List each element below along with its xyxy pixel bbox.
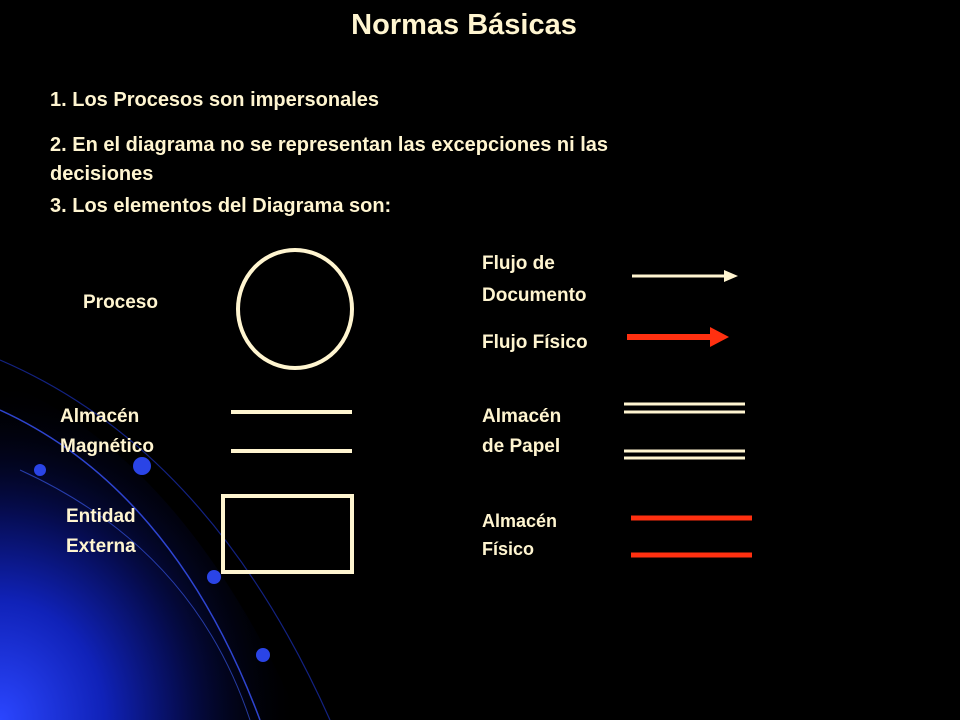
label-flujo-documento-1: Flujo de [482, 253, 555, 274]
label-almacen-papel-2: de Papel [482, 436, 561, 457]
label-flujo-fisico: Flujo Físico [482, 332, 588, 353]
label-almacen-fisico-1: Almacén [482, 511, 558, 531]
label-almacen-fisico-2: Físico [482, 539, 535, 559]
label-entidad-externa-1: Entidad [66, 506, 136, 527]
label-flujo-documento-2: Documento [482, 285, 587, 306]
rule-2: 2. En el diagrama no se representan las excepciones ni las [50, 134, 609, 156]
external-entity-rect-symbol [223, 496, 352, 572]
rule-1: 1. Los Procesos son impersonales [50, 89, 380, 111]
rule-2-continued: decisiones [50, 163, 154, 185]
slide-title: Normas Básicas [351, 9, 577, 41]
physical-flow-arrowhead [710, 327, 729, 347]
label-almacen-magnetico-2: Magnético [60, 436, 154, 457]
label-almacen-papel-1: Almacén [482, 406, 562, 427]
label-proceso: Proceso [83, 292, 158, 313]
process-circle-symbol [238, 250, 352, 368]
label-entidad-externa-2: Externa [66, 536, 136, 557]
rule-3: 3. Los elementos del Diagrama son: [50, 195, 392, 217]
label-almacen-magnetico-1: Almacén [60, 406, 140, 427]
document-flow-arrowhead [724, 270, 738, 282]
